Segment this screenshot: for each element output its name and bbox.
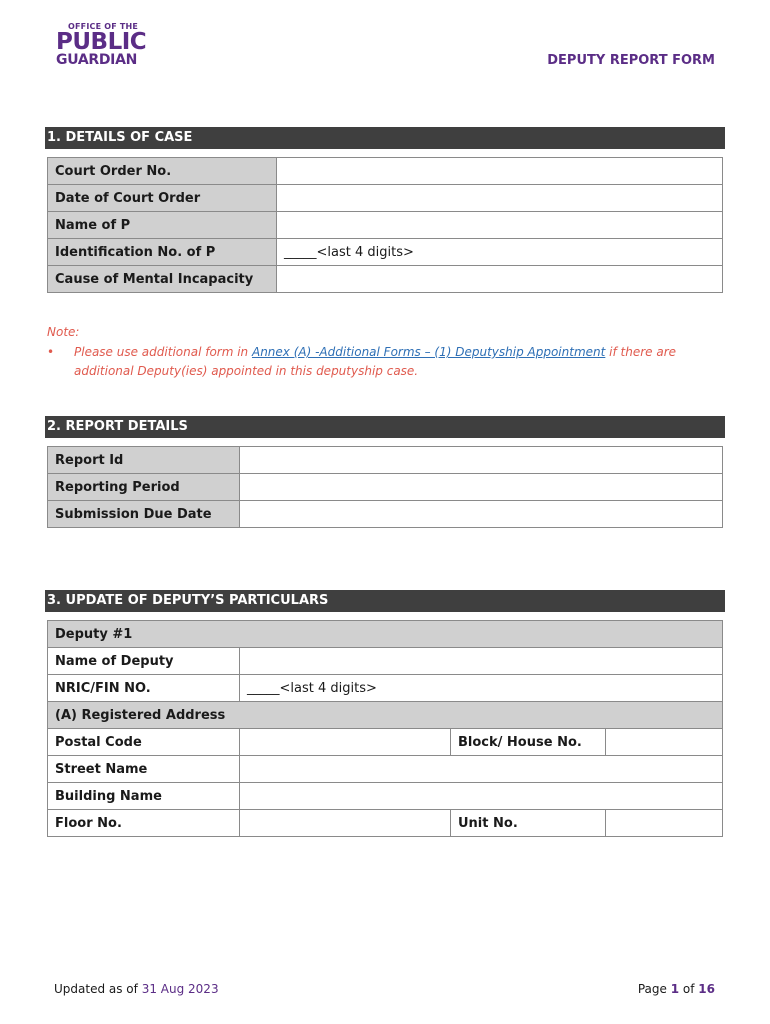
section2-title: 2. REPORT DETAILS (45, 416, 725, 438)
report-details-table (47, 446, 723, 528)
unit-no-field[interactable] (606, 810, 723, 837)
table-row (48, 756, 723, 783)
building-name-field[interactable] (240, 783, 723, 810)
id-no-of-p-label: Identification No. of P (48, 239, 277, 266)
court-order-no-field[interactable] (277, 158, 723, 185)
name-of-p-field[interactable] (277, 212, 723, 239)
table-row (48, 810, 723, 837)
report-id-field[interactable] (240, 447, 723, 474)
table-row (48, 158, 723, 185)
block-house-no-field[interactable] (606, 729, 723, 756)
postal-code-label: Postal Code (48, 729, 240, 756)
section1-title: 1. DETAILS OF CASE (45, 127, 725, 149)
logo-line3: GUARDIAN (56, 52, 138, 68)
case-details-table (47, 157, 723, 293)
court-order-date-label: Date of Court Order (48, 185, 277, 212)
id-no-of-p-field[interactable]: _____<last 4 digits> (277, 239, 723, 266)
deputy-name-label: Name of Deputy (48, 648, 240, 675)
note-item (47, 343, 717, 381)
table-row (48, 783, 723, 810)
table-row (48, 702, 723, 729)
annex-a-link[interactable]: Annex (A) -Additional Forms – (1) Deputyship Appointment (251, 345, 606, 359)
court-order-date-field[interactable] (277, 185, 723, 212)
deputy-header: Deputy #1 (48, 621, 723, 648)
table-row (48, 239, 723, 266)
street-name-field[interactable] (240, 756, 723, 783)
submission-due-date-label: Submission Due Date (48, 501, 240, 528)
logo-line2: PUBLIC (56, 29, 147, 55)
deputy-name-field[interactable] (240, 648, 723, 675)
page-current: 1 (670, 982, 680, 996)
page-indicator (638, 982, 715, 996)
note-block (47, 325, 717, 381)
unit-no-label: Unit No. (451, 810, 606, 837)
reporting-period-label: Reporting Period (48, 474, 240, 501)
updated-date: 31 Aug 2023 (141, 982, 219, 996)
block-house-no-label: Block/ House No. (451, 729, 606, 756)
table-row (48, 501, 723, 528)
table-row (48, 447, 723, 474)
note-text-before: Please use additional form in (74, 345, 252, 359)
table-row (48, 212, 723, 239)
cause-of-incapacity-label: Cause of Mental Incapacity (48, 266, 277, 293)
section3-title: 3. UPDATE OF DEPUTY’S PARTICULARS (45, 590, 725, 612)
logo-line1: OFFICE OF THE (68, 22, 139, 31)
postal-code-field[interactable] (240, 729, 451, 756)
page-total: 16 (698, 982, 715, 996)
table-row (48, 185, 723, 212)
table-row (48, 621, 723, 648)
note-title: Note: (47, 325, 80, 339)
registered-address-header: (A) Registered Address (48, 702, 723, 729)
bullet-icon: • (47, 345, 55, 359)
opg-logo (56, 22, 146, 67)
nric-fin-label: NRIC/FIN NO. (48, 675, 240, 702)
name-of-p-label: Name of P (48, 212, 277, 239)
submission-due-date-field[interactable] (240, 501, 723, 528)
page-of: of (679, 982, 699, 996)
table-row (48, 474, 723, 501)
table-row (48, 648, 723, 675)
cause-of-incapacity-field[interactable] (277, 266, 723, 293)
nric-fin-field[interactable]: _____<last 4 digits> (240, 675, 723, 702)
court-order-no-label: Court Order No. (48, 158, 277, 185)
table-row (48, 729, 723, 756)
reporting-period-field[interactable] (240, 474, 723, 501)
table-row (48, 266, 723, 293)
footer-updated (54, 982, 219, 996)
updated-prefix: Updated as of (54, 982, 142, 996)
form-title: DEPUTY REPORT FORM (547, 53, 715, 68)
building-name-label: Building Name (48, 783, 240, 810)
table-row (48, 675, 723, 702)
report-id-label: Report Id (48, 447, 240, 474)
floor-no-label: Floor No. (48, 810, 240, 837)
note-text-after: if there are additional Deputy(ies) appointed in this deputyship case. (74, 345, 677, 378)
floor-no-field[interactable] (240, 810, 451, 837)
street-name-label: Street Name (48, 756, 240, 783)
page-prefix: Page (637, 982, 671, 996)
deputy-particulars-table (47, 620, 723, 837)
